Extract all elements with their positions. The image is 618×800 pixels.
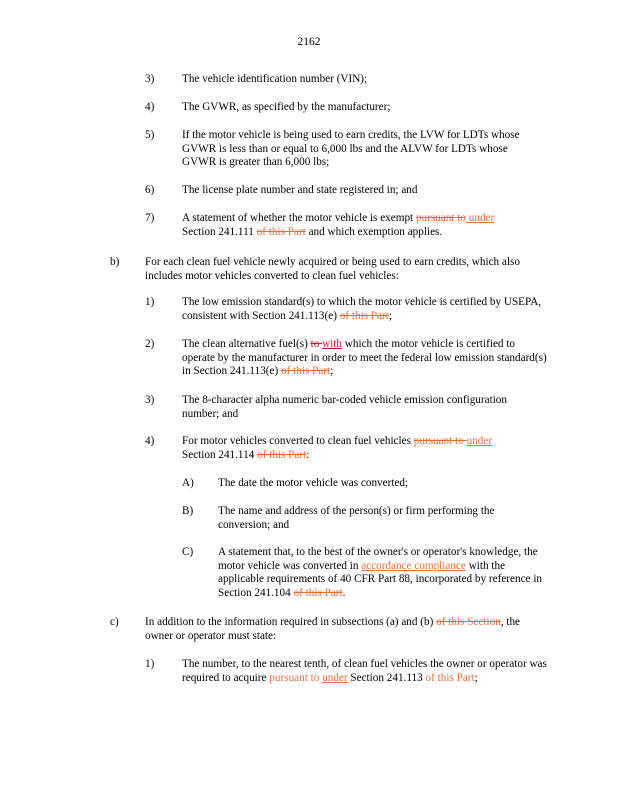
inserted-text: under bbox=[465, 212, 495, 224]
item-number: 3) bbox=[145, 73, 155, 85]
deleted-text: to bbox=[310, 338, 323, 350]
inserted-text: pursuant to bbox=[269, 671, 323, 684]
item-text: The name and address of the person(s) or firm performing the conversion; and bbox=[218, 505, 495, 531]
item-number: 3) bbox=[145, 394, 155, 406]
deleted-text: of this Part bbox=[293, 586, 343, 599]
deleted-text: pursuant to bbox=[415, 212, 466, 224]
item-number: 4) bbox=[145, 101, 155, 113]
item-text: A statement of whether the motor vehicle is exempt pursuant to under Section 241.111 of this Part and which exemption applies. bbox=[182, 212, 495, 238]
item-number: 1) bbox=[145, 296, 155, 308]
item-text: In addition to the information required in subsections (a) and (b) of this Section, the owner or operator must state: bbox=[145, 616, 521, 642]
deleted-text: of this Part bbox=[256, 225, 306, 238]
inserted-text: with bbox=[322, 338, 342, 350]
item-text: If the motor vehicle is being used to earn credits, the LVW for LDTs whose GVWR is less than or equal to 6,000 lbs and the ALVW for LDTs whose GVWR is greater than 6,000 lbs; bbox=[182, 129, 520, 169]
item-number: B) bbox=[182, 505, 194, 517]
item-text: The license plate number and state registered in; and bbox=[182, 184, 418, 196]
deleted-text: pursuant to bbox=[413, 435, 467, 447]
item-text: The number, to the nearest tenth, of clean fuel vehicles the owner or operator was required to acquire pursuant to under Section 241.113 of this Part; bbox=[182, 658, 547, 684]
item-text: The date the motor vehicle was converted; bbox=[218, 477, 409, 489]
inserted-text: under bbox=[466, 435, 493, 447]
item-number: 7) bbox=[145, 212, 155, 224]
item-text: A statement that, to the best of the owner's or operator's knowledge, the motor vehicle was converted in accordance compliance with the applicable requirements of 40 CFR Part 88, incorporated by reference in Section 241.104 of this Part. bbox=[218, 546, 543, 599]
item-number: A) bbox=[182, 477, 194, 489]
item-number: b) bbox=[110, 256, 120, 268]
deleted-text: of this Part bbox=[281, 365, 331, 378]
item-number: c) bbox=[110, 616, 119, 628]
item-text: The GVWR, as specified by the manufacturer; bbox=[182, 101, 391, 113]
item-text: The clean alternative fuel(s) to with which the motor vehicle is certified to operate by the manufacturer in order to meet the federal low emission standard(s) in Section 241.113(e) of this Part; bbox=[182, 338, 547, 378]
deleted-text: of this Part bbox=[257, 448, 307, 461]
item-text: For each clean fuel vehicle newly acquired or being used to earn credits, which also includes motor vehicles converted to clean fuel vehicles: bbox=[145, 256, 520, 282]
deleted-text: of this Section bbox=[436, 616, 501, 628]
item-number: 5) bbox=[145, 129, 155, 141]
deleted-text: of this Part bbox=[339, 309, 389, 322]
item-number: C) bbox=[182, 546, 194, 558]
item-text: For motor vehicles converted to clean fuel vehicles pursuant to under Section 241.114 of this Part: bbox=[182, 435, 493, 461]
item-text: The 8-character alpha numeric bar-coded vehicle emission configuration number; and bbox=[182, 394, 507, 420]
inserted-text: accordance compliance bbox=[361, 559, 466, 572]
item-number: 4) bbox=[145, 435, 155, 447]
inserted-text: of this Part bbox=[425, 671, 475, 684]
item-number: 2) bbox=[145, 338, 155, 350]
item-number: 6) bbox=[145, 184, 155, 196]
inserted-text: under bbox=[322, 671, 348, 684]
item-text: The low emission standard(s) to which the motor vehicle is certified by USEPA, consistent with Section 241.113(e) of this Part; bbox=[182, 296, 542, 322]
page-number: 2162 bbox=[297, 36, 321, 48]
item-text: The vehicle identification number (VIN); bbox=[182, 73, 368, 85]
item-number: 1) bbox=[145, 658, 155, 670]
